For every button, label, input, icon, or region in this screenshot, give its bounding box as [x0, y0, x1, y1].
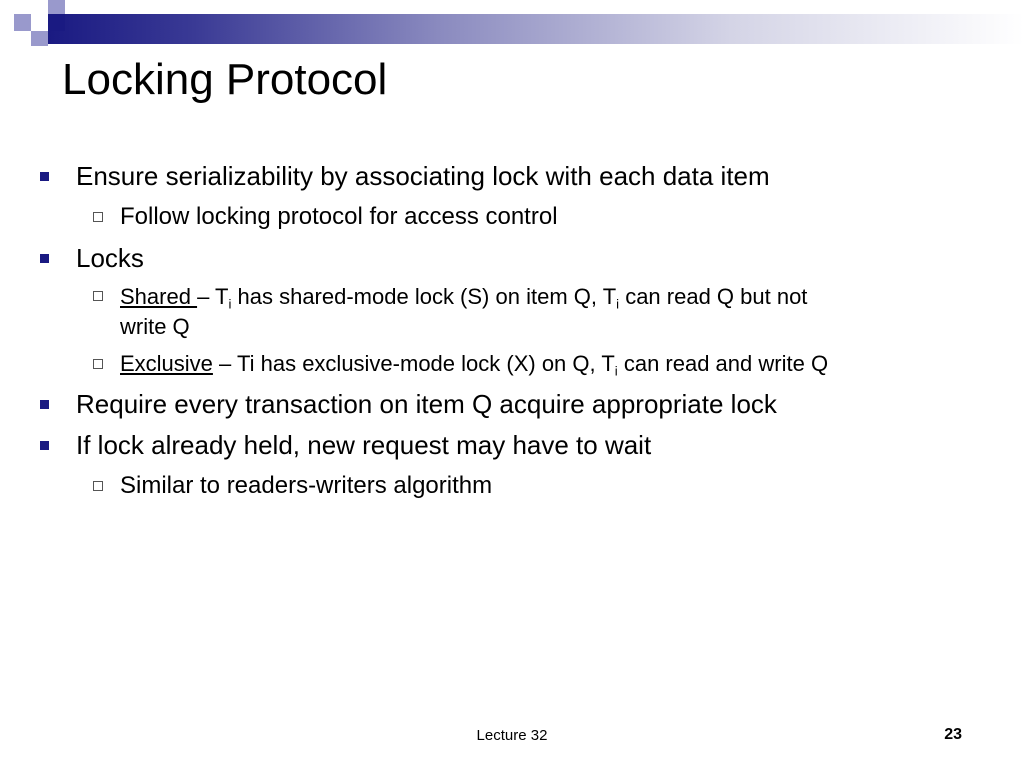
- text-run: – Ti has exclusive-mode lock (X) on Q, T: [212, 351, 615, 376]
- hollow-square-bullet-icon: [93, 359, 103, 369]
- subscript: i: [616, 296, 620, 312]
- hollow-square-bullet-icon: [93, 291, 103, 301]
- text-run: has shared-mode lock (S) on item Q, T: [231, 284, 617, 309]
- decor-square: [14, 31, 31, 46]
- square-bullet-icon: [40, 441, 49, 450]
- sub-bullet-continuation: write Q: [120, 314, 190, 339]
- footer-lecture-label: Lecture 32: [476, 727, 548, 744]
- subscript: i: [228, 296, 232, 312]
- sub-bullet-item: Similar to readers-writers algorithm: [120, 472, 493, 499]
- bullet-item: Locks: [76, 243, 144, 273]
- decor-square: [48, 14, 65, 31]
- header-gradient-bar: [48, 14, 1024, 44]
- decor-square: [31, 31, 48, 46]
- text-run: – T: [197, 284, 229, 309]
- subscript: i: [614, 363, 618, 379]
- square-bullet-icon: [40, 254, 49, 263]
- sub-bullet-item: [120, 349, 828, 379]
- page-number: 23: [944, 726, 962, 743]
- text-run: can read Q but not: [619, 284, 808, 309]
- hollow-square-bullet-icon: [93, 212, 103, 222]
- hollow-square-bullet-icon: [93, 481, 103, 491]
- decor-square: [31, 14, 48, 31]
- bullet-item: Ensure serializability by associating lock with each data item: [76, 161, 770, 191]
- decor-square: [14, 14, 31, 31]
- square-bullet-icon: [40, 400, 49, 409]
- slide-title: Locking Protocol: [62, 55, 388, 104]
- sub-bullet-item: Follow locking protocol for access control: [120, 203, 558, 230]
- bullet-item: If lock already held, new request may have to wait: [76, 430, 652, 460]
- decor-square: [48, 0, 65, 14]
- exclusive-label: Exclusive: [120, 351, 213, 376]
- text-run: can read and write Q: [617, 351, 829, 376]
- square-bullet-icon: [40, 172, 49, 181]
- sub-bullet-item: [120, 282, 807, 312]
- bullet-item: Require every transaction on item Q acquire appropriate lock: [76, 389, 777, 419]
- shared-label: Shared: [120, 284, 198, 309]
- decor-square: [0, 0, 14, 14]
